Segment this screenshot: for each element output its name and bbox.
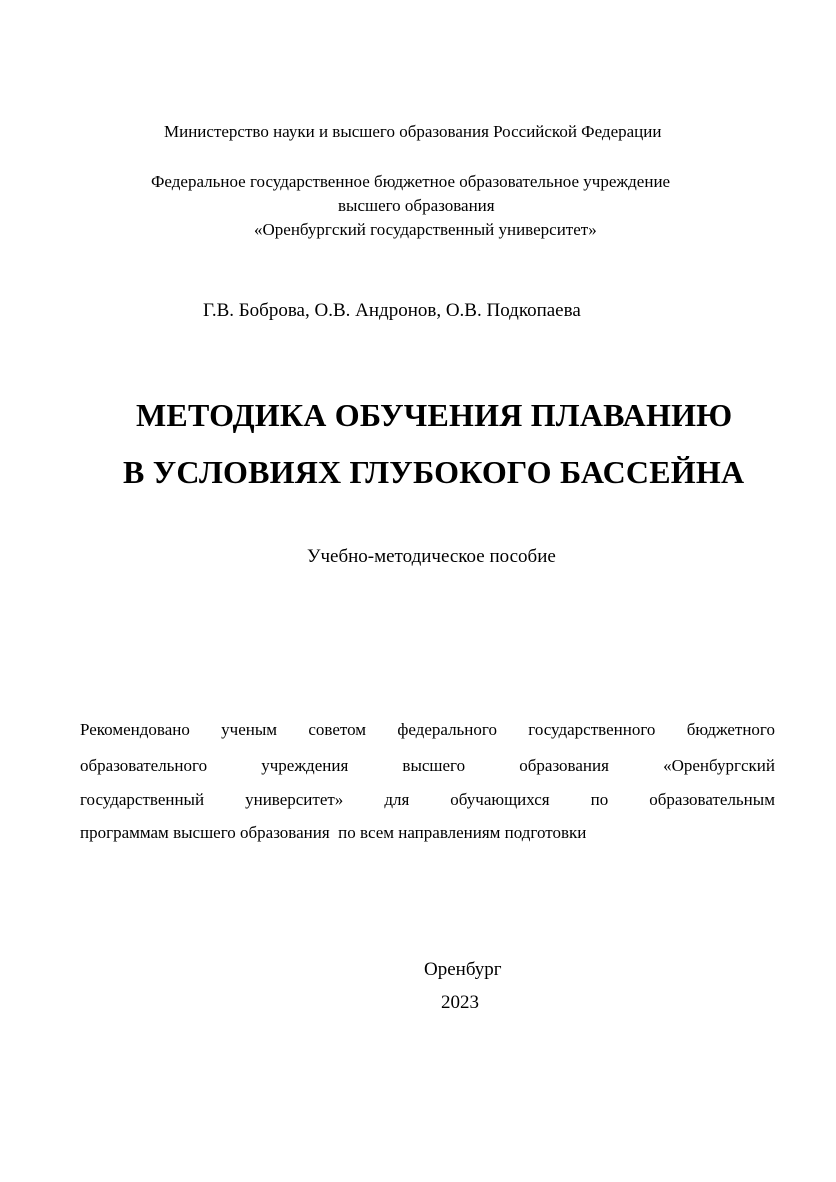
institution-type: Федеральное государственное бюджетное образовательное учреждение bbox=[151, 172, 671, 191]
institution-name: «Оренбургский государственный университет» bbox=[254, 220, 597, 239]
recommendation-word: Рекомендовано bbox=[80, 720, 190, 739]
recommendation-line-2 bbox=[80, 755, 775, 777]
recommendation-word: для bbox=[384, 790, 410, 809]
recommendation-word: государственный bbox=[80, 790, 205, 809]
recommendation-word: советом bbox=[308, 720, 367, 739]
institution-level: высшего образования bbox=[338, 196, 495, 215]
recommendation-word: государственного bbox=[528, 720, 656, 739]
recommendation-word: обучающихся bbox=[450, 790, 550, 809]
recommendation-line-1 bbox=[80, 719, 775, 741]
ministry-name: Министерство науки и высшего образования Российской Федерации bbox=[164, 122, 662, 141]
recommendation-word: ученым bbox=[221, 720, 278, 739]
recommendation-word: образовательным bbox=[649, 790, 775, 809]
recommendation-word: федерального bbox=[397, 720, 497, 739]
document-type: Учебно-методическое пособие bbox=[307, 546, 556, 567]
recommendation-word: образования bbox=[519, 756, 609, 775]
publication-year: 2023 bbox=[441, 992, 479, 1013]
publication-city: Оренбург bbox=[424, 959, 502, 980]
recommendation-line-3 bbox=[80, 789, 775, 811]
recommendation-word: «Оренбургский bbox=[663, 756, 775, 775]
recommendation-word: университет» bbox=[245, 790, 344, 809]
recommendation-line-4: программам высшего образования по всем направлениям подготовки bbox=[80, 823, 587, 842]
recommendation-word: по bbox=[590, 790, 609, 809]
recommendation-word: бюджетного bbox=[686, 720, 775, 739]
recommendation-word: высшего bbox=[402, 756, 466, 775]
recommendation-word: учреждения bbox=[261, 756, 349, 775]
title-line-2: В УСЛОВИЯХ ГЛУБОКОГО БАССЕЙНА bbox=[123, 454, 745, 490]
recommendation-word: образовательного bbox=[80, 756, 208, 775]
authors: Г.В. Боброва, О.В. Андронов, О.В. Подкопаева bbox=[203, 300, 581, 321]
title-line-1: МЕТОДИКА ОБУЧЕНИЯ ПЛАВАНИЮ bbox=[136, 397, 733, 433]
